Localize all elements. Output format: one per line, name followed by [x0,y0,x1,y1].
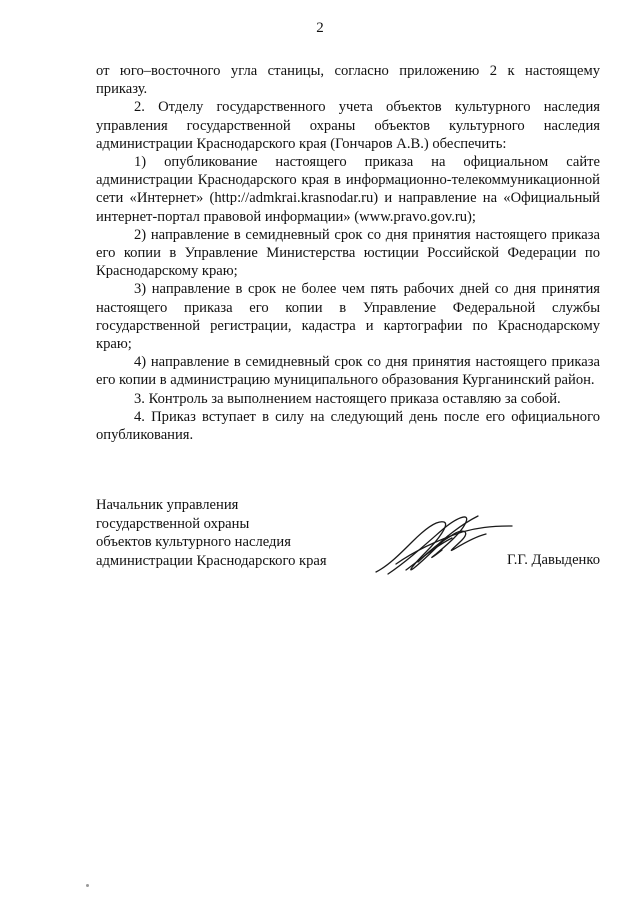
signature-block [96,496,600,576]
signer-title-line: объектов культурного наследия [96,534,291,551]
paragraph-item-3: 3. Контроль за выполнением настоящего приказа оставляю за собой. [134,390,561,407]
signer-title-line: администрации Краснодарского края [96,552,327,569]
handwritten-signature [366,504,516,584]
paragraph-subitem-2: 2) направление в семидневный срок со дня принятия настоящего приказа его копии в Управление Министерства юстиции Российской Федерации по Краснодарскому краю; [96,226,600,280]
paragraph-subitem-4: 4) направление в семидневный срок со дня принятия настоящего приказа его копии в администрацию муниципального образования Курганинский район. [96,354,600,389]
paragraph-continuation: от юго–восточного угла станицы, согласно приложению 2 к настоящему приказу. [96,63,600,98]
document-body [96,62,600,444]
paragraph-item-4: 4. Приказ вступает в силу на следующий день после его официального опубликования. [96,408,600,444]
page-number: 2 [316,20,324,36]
scan-speck [86,884,89,887]
paragraph-item-2: 2. Отделу государственного учета объектов культурного наследия управления государственной охраны объектов культурного наследия администрации Краснодарского края (Гончаров А.В.) обеспечить: [96,99,600,152]
paragraph-subitem-3: 3) направление в срок не более чем пять рабочих дней со дня принятия настоящего приказа его копии в Управление Федеральной службы государственной регистрации, кадастра и картографии по Краснодарскому краю; [96,281,600,353]
paragraph-subitem-1: 1) опубликование настоящего приказа на официальном сайте администрации Краснодарского края в информационно-телекоммуникационной сети «Интернет» (http://admkrai.krasnodar.ru) и направление на «Официальный интернет-портал правовой информации» (www.pravo.gov.ru); [96,154,600,225]
signer-title-line: Начальник управления [96,497,239,513]
signer-title-line: государственной охраны [96,515,250,532]
signer-name: Г.Г. Давыденко [506,552,600,568]
